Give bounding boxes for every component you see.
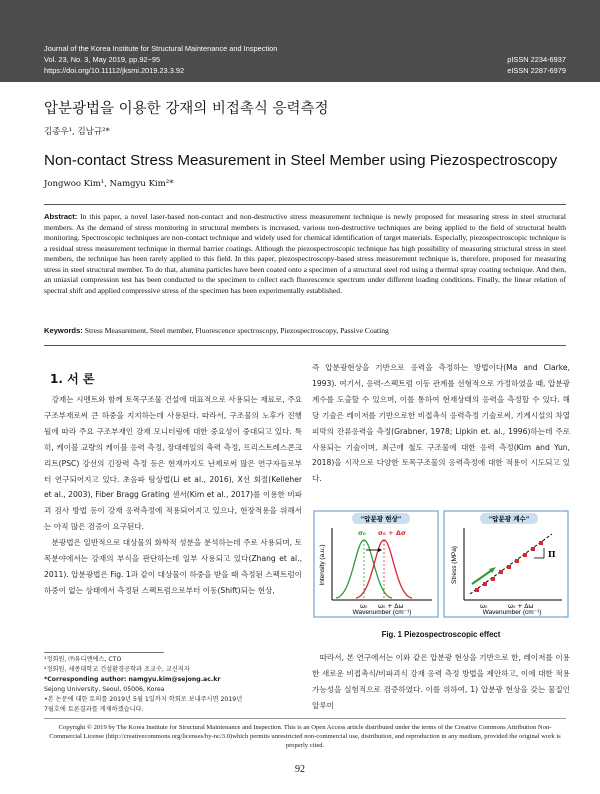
journal-name: Journal of the Korea Institute for Structural Maintenance and Inspection: [44, 44, 278, 53]
sigma0-label: σ₀: [358, 529, 366, 537]
slope-arrow: [472, 570, 492, 584]
paragraph: 강재는 시멘트와 함께 토목구조물 건설에 대표적으로 사용되는 재료로, 주요 구조부재로써 큰 하중을 지지하는데 사용된다. 따라서, 구조물의 노후가 진행될에 따라 주요 구조부재인 강재 모니터링에 대한 중요성이 중대되고 있다. 특히, 케이블 교량의 케이블 응력 측정, 장대레일의 축력 측정, 프리스트레스콘크리트(PSC) 강선의 긴장력 측정 등은 현재까지도 난제로써 많은 연구자들로부터 연구되어지고 있다. 초음파 탐상법(Li et al., 2016), X선 회절(Kelleher et al., 2003), Fiber Bragg Grating 센서(Kim et al., 2017)를 이용한 비파괴 검사 방법 등이 강재 응력측정에 적용되어지고 있으나, 현장적용을 위해서는 아직 많은 검증이 요구된다.: [44, 395, 302, 532]
divider-bottom: [44, 345, 566, 346]
keywords-text: Stress Measurement, Steel member, Fluorescence spectroscopy, Piezospectroscopy, Passive Coating: [84, 326, 389, 335]
pi-label: Π: [548, 549, 556, 559]
keywords: [44, 326, 566, 337]
figure-1-svg: [312, 510, 570, 618]
pissn: pISSN 2234-6937: [507, 55, 566, 64]
keywords-label: Keywords:: [44, 326, 83, 335]
right-column-top: [312, 360, 570, 487]
footnote-discussion: •본 논문에 대한 토의를 2019년 5월 1일까지 학회로 보내주시면 2019년: [44, 696, 243, 703]
figure-1: [312, 510, 570, 618]
omega0-label-right: ω₀: [480, 603, 488, 610]
omega-delta-label-right: ω₀ + Δω: [508, 603, 534, 610]
authors-english: Jongwoo Kim¹, Namgyu Kim²*: [44, 179, 174, 189]
paragraph: 즉 압분광현상을 기반으로 응력을 측정하는 방법이다(Ma and Clarke, 1993). 여기서, 응력-스펙트럼 이동 관계를 선형적으로 가정하였을 때, 압분광 계수를 도출할 수 있으며, 이를 통하여 현재상태의 응력을 측정할 수 있다. 해당 기술은 레이저를 기반으로한 비접촉식 응력측정 기술로써, 기계시설의 차열피막의 잔류응력을 측정(Grabner, 1978; Lipkin et. al., 1996)하는데 주로 사용되는 기술이며, 최근에 철도 구조물에 대한 응력 측정(Kim and Yun, 2018)을 시작으로 다양한 토목구조물의 응력측정에 대한 적용이 시도되고 있다.: [312, 363, 570, 484]
divider-top: [44, 204, 566, 205]
data-points: [475, 541, 543, 592]
omega-delta-label: ω₀ + Δω: [378, 603, 404, 610]
doi-link[interactable]: https://doi.org/10.11112/jksmi.2019.23.3.92: [44, 66, 185, 75]
paragraph: 따라서, 본 연구에서는 이와 같은 압분광 현상을 기반으로 한, 레이저를 이용한 새로운 비접촉식/비파괴식 강재 응력 측정 방법을 제안하고, 이에 대한 적용가능성을 실험적으로 검증하였다. 이를 위하여, 1) 압분광 현상을 갖는 물질인 알루미: [312, 653, 570, 710]
abstract-text: In this paper, a novel laser-based non-contact and non-destructive stress measurement technique is newly proposed for measuring stress in steel structural members. As the demand of stress monitoring in structural members is increased, various non-destructive techniques are being applied to the field of structural health monitoring. Spectroscopic techniques are non-contact technique and widely used for chemical identification of target materials. Especially, piezospectroscopic technique is a residual stress measurement technique in thermal barrier coatings. Although the piezospectroscopic technique has high possibility of measuring structural stress in steel members, the technique has been rarely applied to this field. In this paper, piezospectroscopy-based stress measurement technique is, therefore, proposed for measuring stress in steel structural member. To do that, alumina particles have been coated onto a specimen of a structural steel rod using a thermal spray coating technique. And then, an uniaxial compression test has been conducted to the specimen to collect each fluorescence spectrum under different loading conditions. Finally, the linear relation of spectral shift and applied compressive stress of the specimen has been experimentally established.: [44, 212, 566, 295]
right-ylabel: Stress (MPa): [451, 546, 458, 584]
left-panel-label: "압분광 현상": [360, 515, 402, 523]
left-ylabel: Intensity (a.u.): [319, 544, 326, 586]
left-column: [44, 392, 302, 599]
left-panel-frame: [314, 511, 438, 617]
title-korean: 압분광법을 이용한 강재의 비접촉식 응력측정: [44, 101, 329, 117]
journal-header: [0, 0, 600, 82]
right-panel-frame: [444, 511, 568, 617]
title-english: Non-contact Stress Measurement in Steel Member using Piezospectroscopy: [44, 152, 558, 169]
abstract: [44, 212, 566, 296]
abstract-label: Abstract:: [44, 212, 78, 221]
footnote-address: Sejong University, Seoul, 05006, Korea: [44, 686, 165, 693]
right-xlabel: Wavenumber (cm⁻¹): [482, 609, 542, 616]
right-panel-label: "압분광 계수": [488, 515, 530, 523]
footnote-discussion-cont: 7월호에 토론결과를 게재하겠습니다.: [44, 706, 144, 713]
footnote-divider: [44, 652, 164, 653]
right-column-bottom: [312, 650, 570, 714]
volume-info: Vol. 23, No. 3, May 2019, pp.92~95: [44, 55, 161, 64]
copyright-divider: [44, 718, 566, 719]
left-xlabel: Wavenumber (cm⁻¹): [352, 609, 412, 616]
sigma-delta-label: σ₀ + Δσ: [378, 529, 406, 537]
omega0-label: ω₀: [360, 603, 368, 610]
figure-caption: [312, 630, 570, 639]
footnote-affil-2: ²정회원, 세종대학교 건설환경공학과 조교수, 교신저자: [44, 666, 190, 673]
footnote-corresponding: *Corresponding author: namgyu.kim@sejong.ac.kr: [44, 676, 221, 683]
figure-caption-text: Fig. 1 Piezospectroscopic effect: [381, 630, 501, 639]
paragraph: 분광법은 일반적으로 대상물의 화학적 성분을 분석하는데 주로 사용되며, 토목분야에서는 강재의 부식을 판단하는데 일부 사용되고 있다(Zhang et al., 2011). 압분광법은 Fig. 1과 같이 대상물이 하중을 받을 때 측정된 스펙트럼이 하중이 없는 상태에서 측정된 스펙트럼으로부터 이동(Shift)되는 현상,: [44, 538, 302, 595]
copyright-notice: Copyright © 2019 by The Korea Institute for Structural Maintenance and Inspection. This is an Open Access article distributed under the terms of the Creative Commons Attribution Non-Commercial License (http://creativecommons.org/licenses/by-nc/3.0)which permits unrestricted non-commercial use, distribution, and reproduction in any medium, provided the original work is properly cited.: [49, 724, 561, 750]
authors-korean: 김종우¹, 김남규²*: [44, 127, 110, 137]
footnotes: [44, 655, 302, 715]
section-heading-introduction: 1. 서 론: [50, 372, 95, 386]
footnote-affil-1: ¹정회원, ㈜유디엔에스, CTO: [44, 656, 122, 663]
page-number: 92: [295, 764, 305, 775]
eissn: eISSN 2287-6979: [507, 66, 566, 75]
